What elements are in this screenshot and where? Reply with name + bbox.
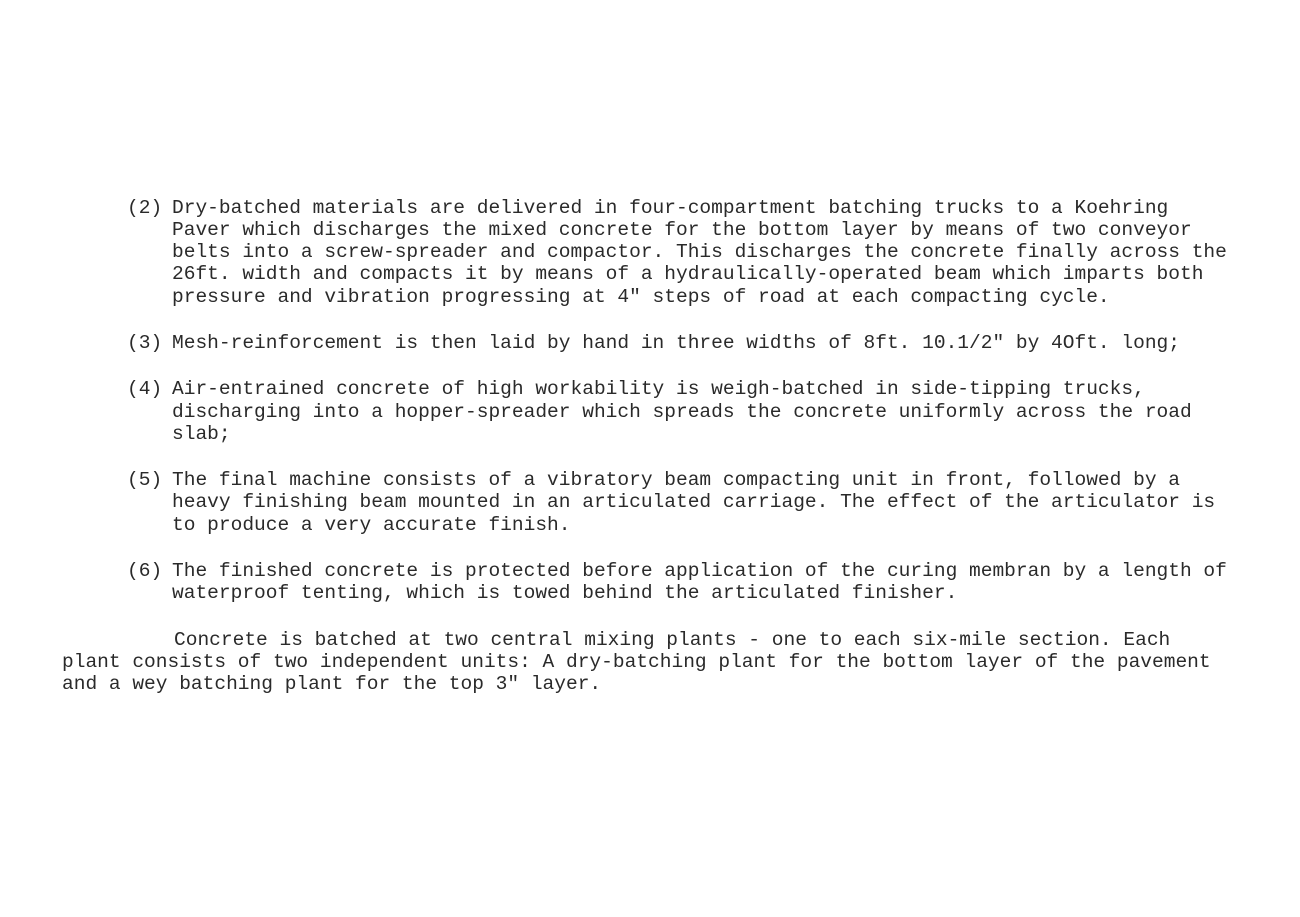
item-text-line: 26ft. width and compacts it by means of a hydraulically-operated beam which imparts both	[172, 263, 1204, 285]
item-text-line: Paver which discharges the mixed concrete for the bottom layer by means of two conveyor	[172, 219, 1192, 241]
item-number: (3)	[127, 332, 163, 354]
item-number: (2)	[127, 197, 163, 219]
item-number: (6)	[127, 560, 163, 582]
item-text-line: slab;	[172, 423, 231, 445]
item-number: (5)	[127, 469, 163, 491]
item-text-line: The final machine consists of a vibratory beam compacting unit in front, followed by a	[172, 469, 1180, 491]
item-text-line: heavy finishing beam mounted in an articulated carriage. The effect of the articulator is	[172, 491, 1216, 513]
paragraph-line: and a wey batching plant for the top 3" layer.	[62, 673, 602, 695]
item-text-line: waterproof tenting, which is towed behind the articulated finisher.	[172, 582, 958, 604]
item-text-line: Mesh-reinforcement is then laid by hand in three widths of 8ft. 10.1/2" by 4Oft. long;	[172, 332, 1180, 354]
item-text-line: Air-entrained concrete of high workability is weigh-batched in side-tipping trucks,	[172, 378, 1145, 400]
paragraph-line: Concrete is batched at two central mixing plants - one to each six-mile section. Each	[174, 629, 1171, 651]
item-text-line: Dry-batched materials are delivered in four-compartment batching trucks to a Koehring	[172, 197, 1169, 219]
item-text-line: belts into a screw-spreader and compactor. This discharges the concrete finally across the	[172, 241, 1227, 263]
item-number: (4)	[127, 378, 163, 400]
paragraph-line: plant consists of two independent units: A dry-batching plant for the bottom layer of the pavement	[62, 651, 1211, 673]
item-text-line: The finished concrete is protected before application of the curing membran by a length of	[172, 560, 1227, 582]
item-text-line: discharging into a hopper-spreader which spreads the concrete uniformly across the road	[172, 401, 1192, 423]
item-text-line: to produce a very accurate finish.	[172, 514, 571, 536]
item-text-line: pressure and vibration progressing at 4" steps of road at each compacting cycle.	[172, 286, 1110, 308]
